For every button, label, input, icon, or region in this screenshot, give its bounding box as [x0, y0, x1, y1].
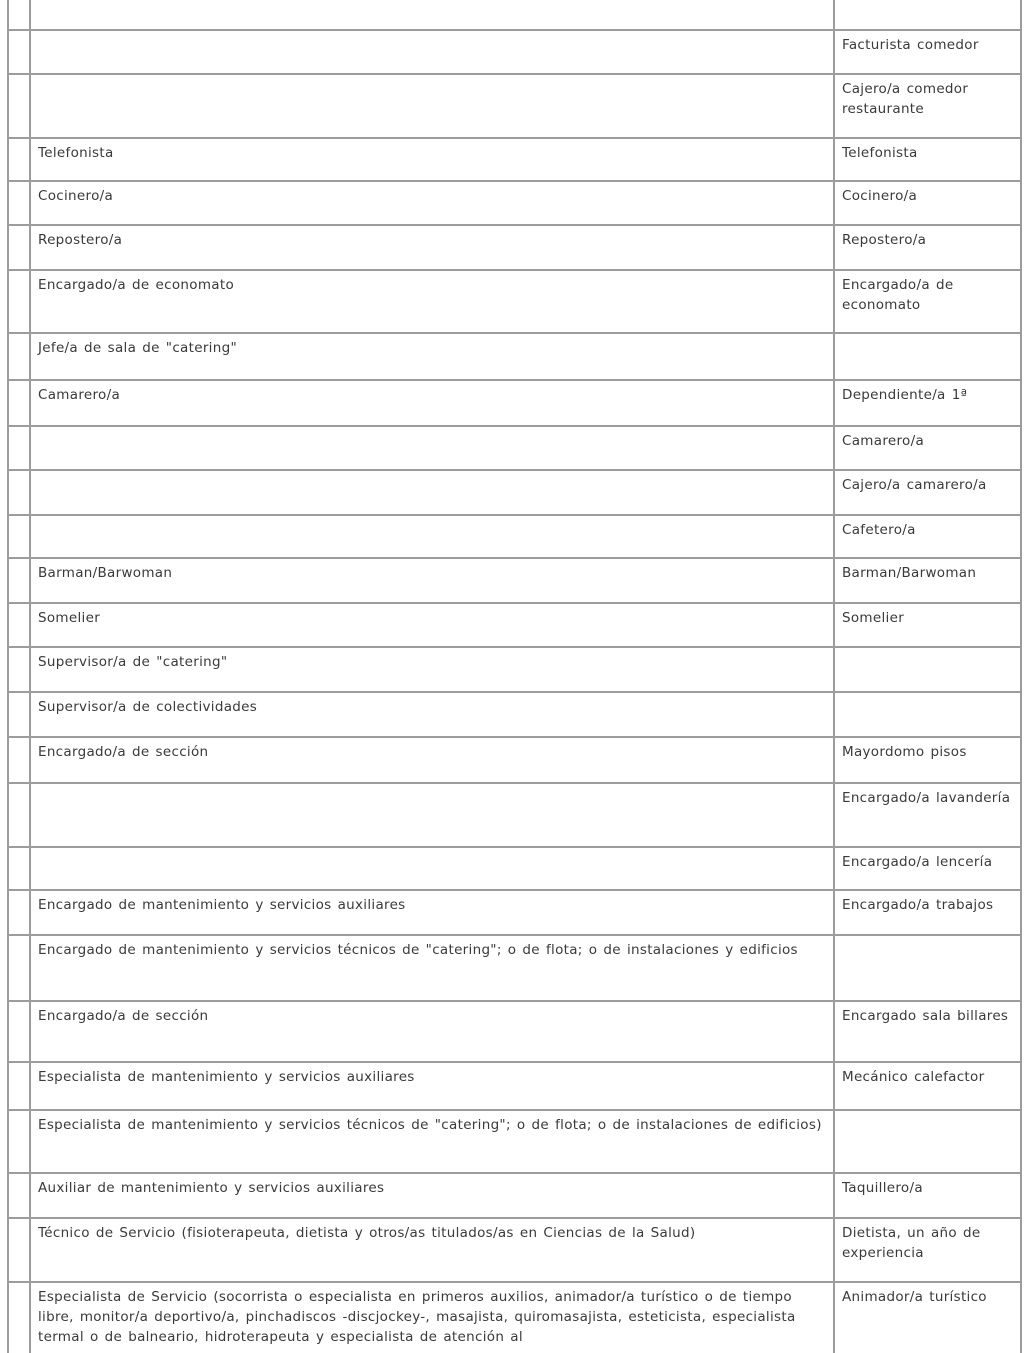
spacer-cell [8, 558, 30, 603]
spacer-cell [8, 603, 30, 647]
equivalent-cell [834, 692, 1021, 737]
table-row [8, 647, 1021, 692]
spacer-cell [8, 270, 30, 333]
table-row [8, 1110, 1021, 1173]
equivalent-cell [834, 647, 1021, 692]
category-cell: Especialista de Servicio (socorrista o especialista en primeros auxilios, animador/a turístico o de tiempo libre, monitor/a deportivo/a, pinchadiscos -discjockey-, masajista, quiromasajista, esteticista, especialista termal o de balneario, hidroterapeuta y especialista de atención al [30, 1282, 834, 1353]
spacer-cell [8, 30, 30, 74]
category-cell [30, 515, 834, 558]
category-cell: Auxiliar de mantenimiento y servicios auxiliares [30, 1173, 834, 1218]
spacer-cell [8, 380, 30, 426]
table-row [8, 558, 1021, 603]
table-row [8, 181, 1021, 225]
equivalent-cell: Facturista comedor [834, 30, 1021, 74]
spacer-cell [8, 847, 30, 890]
spacer-cell [8, 647, 30, 692]
table-row [8, 737, 1021, 783]
spacer-cell [8, 935, 30, 1001]
category-cell [30, 847, 834, 890]
category-cell: Cocinero/a [30, 181, 834, 225]
equivalent-cell: Cajero/a camarero/a [834, 470, 1021, 515]
table-row [8, 380, 1021, 426]
equivalent-cell: Taquillero/a [834, 1173, 1021, 1218]
equivalent-cell [834, 935, 1021, 1001]
table-row [8, 1062, 1021, 1110]
equivalent-cell [834, 0, 1021, 30]
category-cell: Especialista de mantenimiento y servicios técnicos de "catering"; o de flota; o de instalaciones de edificios) [30, 1110, 834, 1173]
table-row [8, 74, 1021, 138]
equivalent-cell [834, 1110, 1021, 1173]
category-cell [30, 426, 834, 470]
spacer-cell [8, 890, 30, 935]
table-row [8, 470, 1021, 515]
table-row [8, 30, 1021, 74]
spacer-cell [8, 1001, 30, 1062]
equivalent-cell: Mecánico calefactor [834, 1062, 1021, 1110]
table-row [8, 515, 1021, 558]
category-cell: Encargado/a de sección [30, 737, 834, 783]
equivalent-cell: Cajero/a comedor restaurante [834, 74, 1021, 138]
spacer-cell [8, 74, 30, 138]
equivalent-cell: Somelier [834, 603, 1021, 647]
table-row [8, 426, 1021, 470]
category-cell: Encargado/a de economato [30, 270, 834, 333]
category-cell: Encargado de mantenimiento y servicios auxiliares [30, 890, 834, 935]
spacer-cell [8, 138, 30, 181]
equivalent-cell: Camarero/a [834, 426, 1021, 470]
table-row [8, 138, 1021, 181]
spacer-cell [8, 1282, 30, 1353]
table-row [8, 1218, 1021, 1282]
table-row [8, 847, 1021, 890]
category-cell: Supervisor/a de "catering" [30, 647, 834, 692]
equivalent-cell: Mayordomo pisos [834, 737, 1021, 783]
category-cell: Supervisor/a de colectividades [30, 692, 834, 737]
table-row [8, 1173, 1021, 1218]
spacer-cell [8, 692, 30, 737]
category-cell: Telefonista [30, 138, 834, 181]
table-row [8, 1282, 1021, 1353]
category-cell: Especialista de mantenimiento y servicios auxiliares [30, 1062, 834, 1110]
category-cell: Repostero/a [30, 225, 834, 270]
equivalent-cell [834, 333, 1021, 380]
category-cell [30, 0, 834, 30]
table-row [8, 692, 1021, 737]
category-cell [30, 74, 834, 138]
table-row [8, 603, 1021, 647]
spacer-cell [8, 1062, 30, 1110]
equivalent-cell: Cocinero/a [834, 181, 1021, 225]
equivalent-cell: Dietista, un año de experiencia [834, 1218, 1021, 1282]
category-cell: Encargado/a de sección [30, 1001, 834, 1062]
category-cell [30, 30, 834, 74]
category-cell [30, 783, 834, 847]
spacer-cell [8, 426, 30, 470]
spacer-cell [8, 1110, 30, 1173]
equivalent-cell: Telefonista [834, 138, 1021, 181]
table-body [8, 0, 1021, 1353]
spacer-cell [8, 1173, 30, 1218]
equivalent-cell: Barman/Barwoman [834, 558, 1021, 603]
spacer-cell [8, 225, 30, 270]
category-cell: Encargado de mantenimiento y servicios técnicos de "catering"; o de flota; o de instalaciones y edificios [30, 935, 834, 1001]
equivalent-cell: Encargado/a trabajos [834, 890, 1021, 935]
spacer-cell [8, 783, 30, 847]
equivalence-table [7, 0, 1022, 1353]
table-row [8, 935, 1021, 1001]
table-row [8, 783, 1021, 847]
spacer-cell [8, 333, 30, 380]
category-cell: Barman/Barwoman [30, 558, 834, 603]
equivalent-cell: Repostero/a [834, 225, 1021, 270]
equivalent-cell: Encargado/a lencería [834, 847, 1021, 890]
spacer-cell [8, 1218, 30, 1282]
spacer-cell [8, 470, 30, 515]
table-row [8, 333, 1021, 380]
category-cell: Jefe/a de sala de "catering" [30, 333, 834, 380]
table-row [8, 1001, 1021, 1062]
equivalent-cell: Animador/a turístico [834, 1282, 1021, 1353]
equivalent-cell: Cafetero/a [834, 515, 1021, 558]
category-cell: Camarero/a [30, 380, 834, 426]
spacer-cell [8, 737, 30, 783]
equivalent-cell: Dependiente/a 1ª [834, 380, 1021, 426]
category-cell: Técnico de Servicio (fisioterapeuta, dietista y otros/as titulados/as en Ciencias de la Salud) [30, 1218, 834, 1282]
equivalent-cell: Encargado/a de economato [834, 270, 1021, 333]
spacer-cell [8, 0, 30, 30]
table-row [8, 890, 1021, 935]
spacer-cell [8, 181, 30, 225]
category-cell: Somelier [30, 603, 834, 647]
spacer-cell [8, 515, 30, 558]
category-cell [30, 470, 834, 515]
table-row [8, 270, 1021, 333]
equivalent-cell: Encargado sala billares [834, 1001, 1021, 1062]
table-row [8, 225, 1021, 270]
table-row [8, 0, 1021, 30]
equivalent-cell: Encargado/a lavandería [834, 783, 1021, 847]
